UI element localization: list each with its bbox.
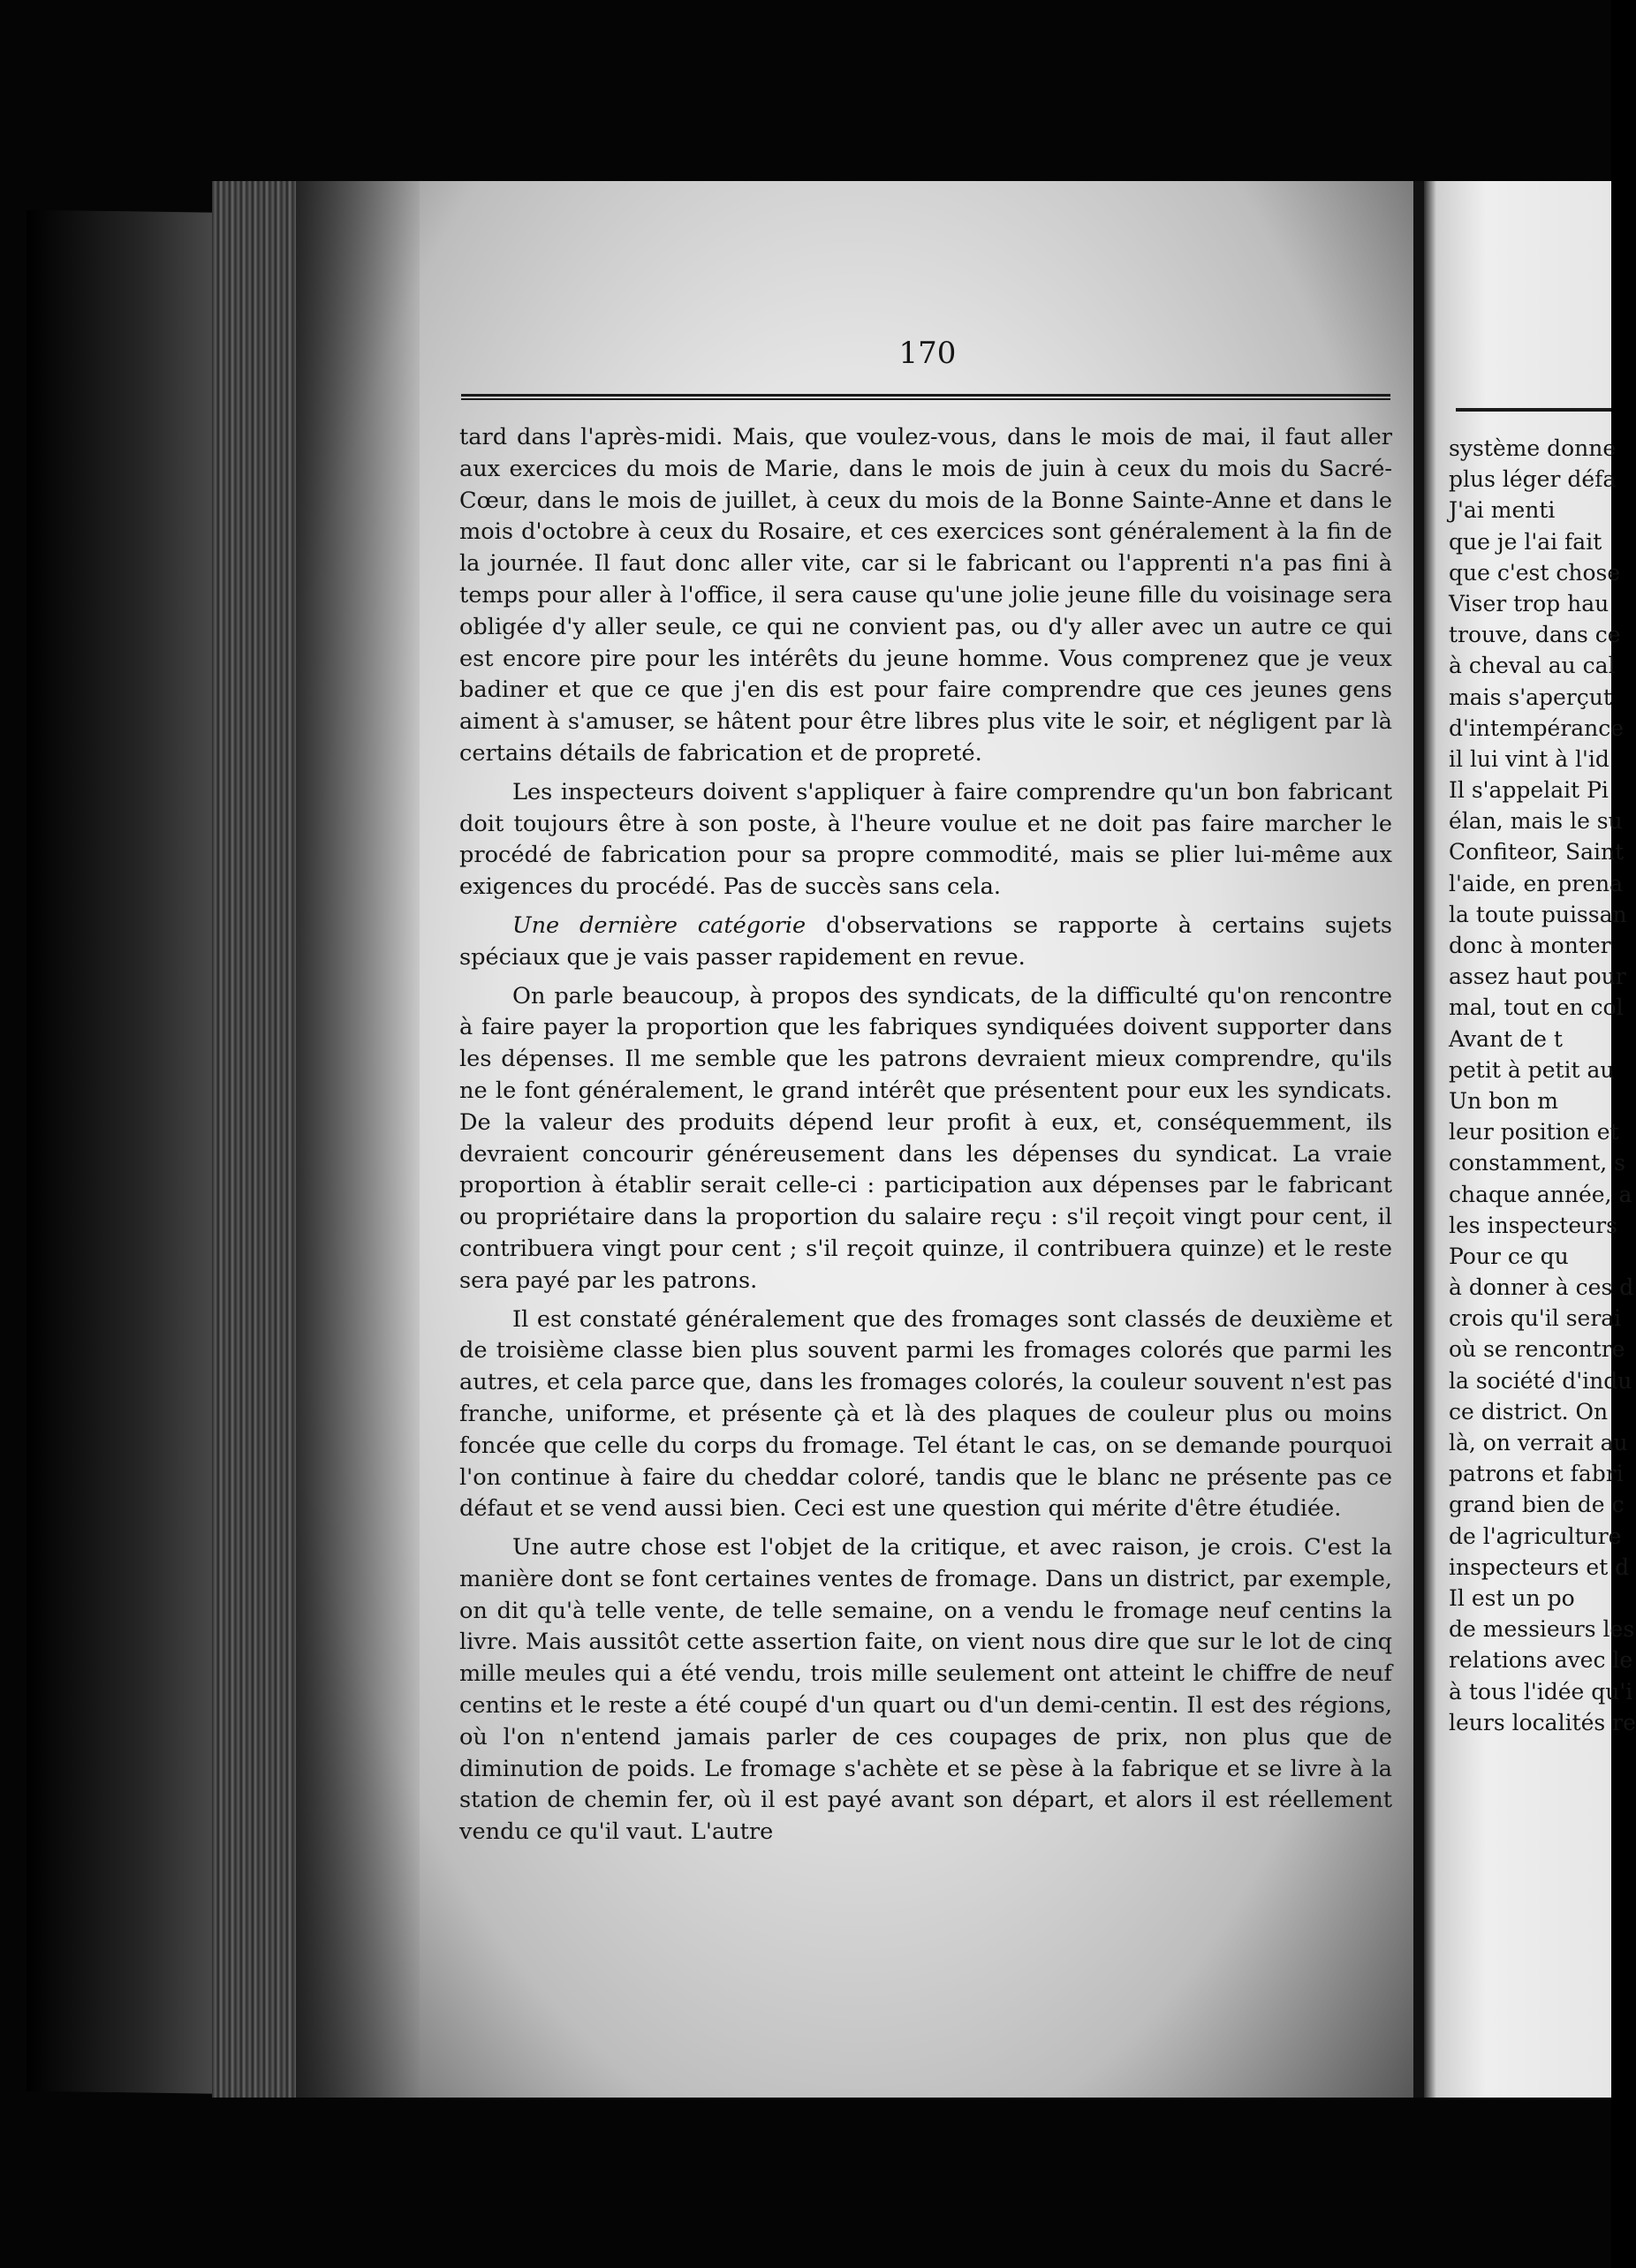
- facing-page-line: mais s'aperçut: [1449, 684, 1612, 710]
- facing-page-line: Viser trop hau: [1449, 590, 1609, 616]
- paragraph: Les inspecteurs doivent s'appliquer à faire comprendre qu'un bon fabricant doit toujours être à son poste, à l'heure voulue et ne doit pas faire marcher le procédé de fabrication pour sa propre commodité, mais se plier lui-même aux exigences du procédé. Pas de succès sans cela.: [459, 778, 1392, 901]
- facing-page-line: de l'agriculture: [1449, 1523, 1622, 1549]
- facing-page-line: à donner à ces d: [1449, 1274, 1634, 1301]
- facing-page-line: Il s'appelait Pi: [1449, 777, 1609, 804]
- header-rule: [461, 394, 1390, 400]
- facing-page-line: élan, mais le su: [1449, 808, 1623, 835]
- paragraph: On parle beaucoup, à propos des syndicats, de la difficulté qu'on rencontre à faire payer la proportion que les fabriques syndiquées doivent supporter dans les dépenses. Il me semble que les patrons devraient mieux comprendre, qu'ils ne le font généralement, le grand intérêt que présentent pour eux les syndicats. De la valeur des produits dépend leur profit à eux, et, conséquemment, ils devraient concourir généreusement dans les dépenses du syndicat. La vraie proportion à établir serait celle-ci : participation aux dépenses par le fabricant ou propriétaire dans la proportion du salaire reçu : s'il reçoit vingt pour cent, il contribuera vingt pour cent ; s'il reçoit quinze, il contribuera quinze) et le reste sera payé par les patrons.: [459, 982, 1392, 1294]
- facing-page-line: leur position et: [1449, 1119, 1619, 1145]
- facing-page-line: assez haut pour: [1449, 964, 1626, 990]
- paragraph-text: d'observations se rapporte à certains sujets spéciaux que je vais passer rapidement en revue.: [459, 911, 1392, 971]
- facing-page-line: l'aide, en prena: [1449, 870, 1624, 896]
- facing-page-line: constamment, s: [1449, 1150, 1626, 1176]
- page-binding-shadow: [296, 181, 420, 2098]
- page-stack-edges: [212, 181, 309, 2098]
- facing-page-line: patrons et fabri: [1449, 1461, 1624, 1487]
- facing-page-line: ce district. On: [1449, 1398, 1609, 1425]
- page-body: [459, 422, 1392, 1856]
- page-number: 170: [898, 336, 957, 371]
- facing-page-line: relations avec le: [1449, 1647, 1633, 1674]
- facing-page-line: à cheval au cal: [1449, 653, 1616, 679]
- facing-page-line: la société d'indu: [1449, 1367, 1632, 1394]
- facing-page-line: grand bien de c: [1449, 1492, 1625, 1518]
- facing-page-line: inspecteurs et d: [1449, 1554, 1630, 1580]
- facing-page-line: plus léger défa: [1449, 466, 1617, 493]
- paragraph: [459, 911, 1392, 974]
- facing-page-line: que c'est chose: [1449, 559, 1621, 586]
- facing-page-line: leurs localités re: [1449, 1709, 1636, 1735]
- facing-page-line: J'ai menti: [1449, 497, 1556, 524]
- facing-page-line: donc à monter: [1449, 933, 1611, 958]
- paragraph: tard dans l'après-midi. Mais, que voulez-vous, dans le mois de mai, il faut aller aux exercices du mois de Marie, dans le mois de juin à ceux du mois du Sacré-Cœur, dans le mois de juillet, à ceux du mois de la Bonne Sainte-Anne et dans le mois d'octobre à ceux du Rosaire, et ces exercices sont généralement à la fin de la journée. Il faut donc aller vite, car si le fabricant ou l'apprenti n'a pas fini à temps pour aller à l'office, il sera cause qu'une jolie jeune fille du voisinage sera obligée d'y aller seule, ce qui ne convient pas, ou d'y aller avec un autre ce qui est encore pire pour les intérêts du jeune homme. Vous comprenez que je veux badiner et que ce que j'en dis est pour faire comprendre que ces jeunes gens aiment à s'amuser, se hâtent pour être libres plus vite le soir, et négligent par là certains détails de fabrication et de propreté.: [459, 424, 1392, 767]
- facing-page-line: Avant de t: [1449, 1025, 1563, 1052]
- facing-page-line: d'intempérance: [1449, 714, 1625, 741]
- facing-page-line: petit à petit au: [1449, 1056, 1615, 1083]
- facing-page-line: Il est un po: [1449, 1584, 1575, 1611]
- facing-page-line: chaque année, a: [1449, 1181, 1632, 1207]
- paragraph: Il est constaté généralement que des fromages sont classés de deuxième et de troisième classe bien plus souvent parmi les fromages colorés que parmi les autres, et cela parce que, dans les fromages colorés, la couleur souvent n'est pas franche, uniforme, et présente çà et là des plaques de couleur plus ou moins foncée que celle du corps du fromage. Tel étant le cas, on se demande pourquoi l'on continue à faire du cheddar coloré, tandis que le blanc ne présente pas ce défaut et se vend aussi bien. Ceci est une question qui mérite d'être étudiée.: [459, 1305, 1392, 1523]
- facing-page-text: [1449, 433, 1636, 1738]
- facing-page-line: les inspecteurs: [1449, 1212, 1618, 1238]
- facing-page-line: Un bon m: [1449, 1087, 1558, 1114]
- facing-page-line: Confiteor, Saint: [1449, 839, 1625, 866]
- facing-page-line: à tous l'idée qu'i: [1449, 1678, 1633, 1705]
- facing-page-line: il lui vint à l'id: [1449, 745, 1609, 772]
- facing-page-line: trouve, dans ce: [1449, 622, 1621, 648]
- facing-page-line: crois qu'il serai: [1449, 1305, 1622, 1332]
- facing-page-line: là, on verrait au: [1449, 1430, 1628, 1455]
- italic-lead: Une dernière catégorie: [512, 911, 807, 939]
- facing-page-line: mal, tout en col: [1449, 994, 1624, 1021]
- paragraph: Une autre chose est l'objet de la critique, et avec raison, je crois. C'est la manière dont se font certaines ventes de fromage. Dans un district, par exemple, on dit qu'à telle vente, de telle semaine, on a vendu le fromage neuf centins la livre. Mais aussitôt cette assertion faite, on vient nous dire que sur le lot de cinq mille meules qui a été vendu, trois mille seulement ont atteint le chiffre de neuf centins et le reste a été coupé d'un quart ou d'un demi-centin. Il est des régions, où l'on n'entend jamais parler de ces coupages de prix, non plus que de diminution de poids. Le fromage s'achète et se pèse à la fabrique et se livre à la station de chemin fer, où il est payé avant son départ, et alors il est réellement vendu ce qu'il vaut. L'autre: [459, 1534, 1392, 1846]
- facing-page-line: que je l'ai fait: [1449, 528, 1602, 555]
- facing-page-line: de messieurs les: [1449, 1616, 1635, 1643]
- facing-page-line: Pour ce qu: [1449, 1243, 1569, 1269]
- facing-page-line: système donne: [1449, 435, 1617, 461]
- facing-page-line: où se rencontre: [1449, 1336, 1625, 1363]
- facing-page-line: la toute puissan: [1449, 901, 1627, 927]
- facing-page-rule: [1456, 408, 1611, 412]
